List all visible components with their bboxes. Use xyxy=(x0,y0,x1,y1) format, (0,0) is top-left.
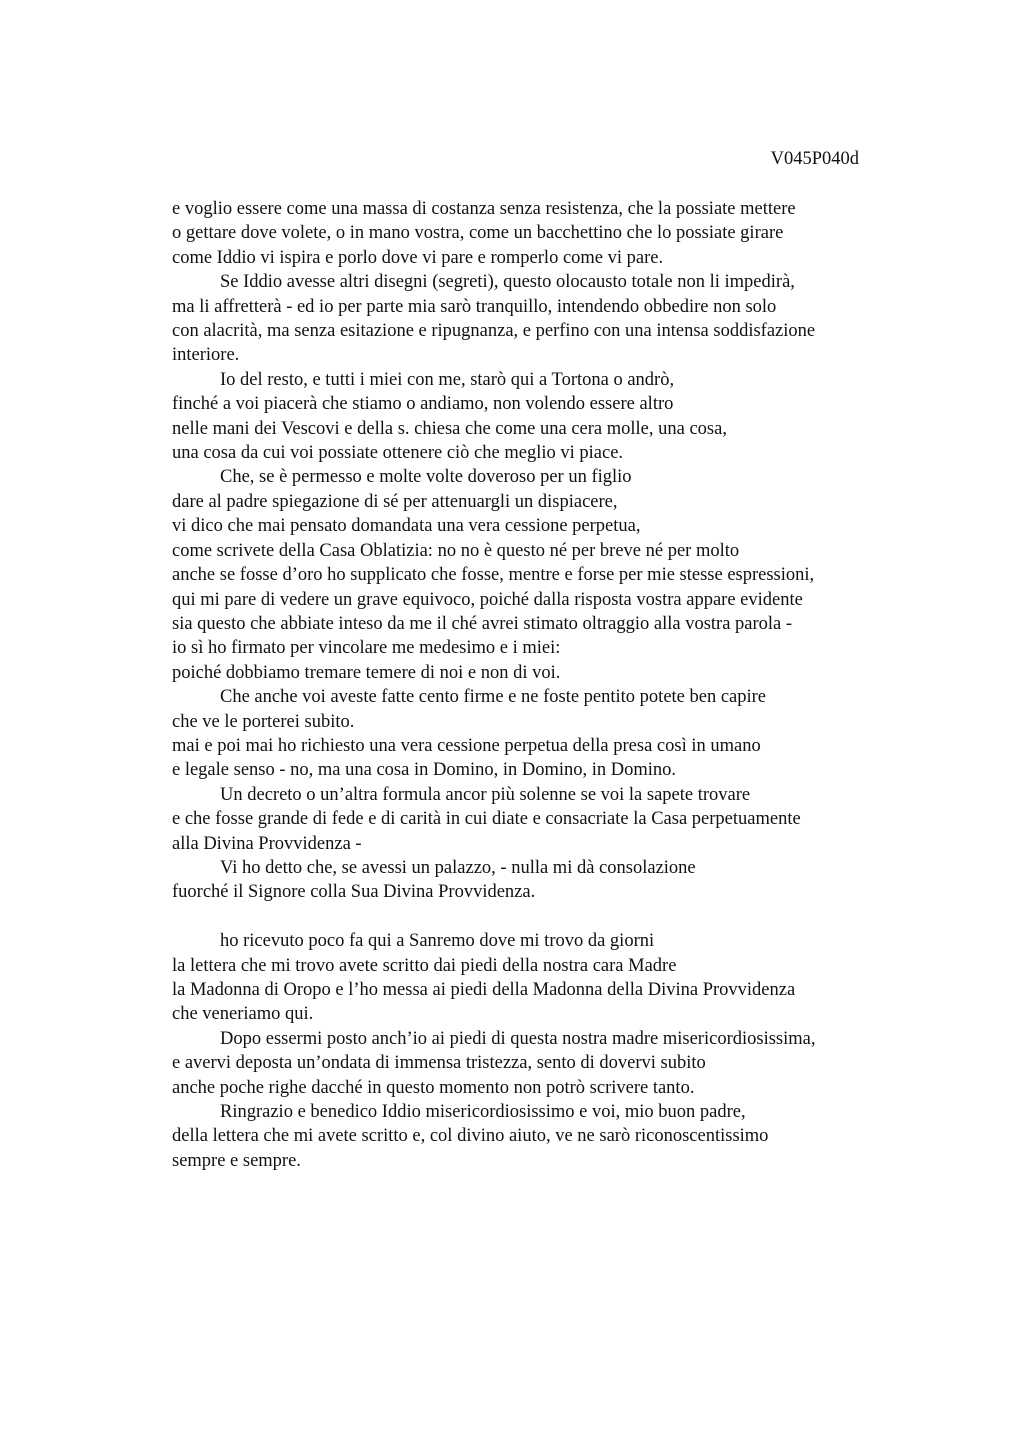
text-line: la lettera che mi trovo avete scritto dai piedi della nostra cara Madre xyxy=(172,955,677,976)
text-line: della lettera che mi avete scritto e, col divino aiuto, ve ne sarò riconoscentissimo xyxy=(172,1126,769,1147)
text-line: la Madonna di Oropo e l’ho messa ai piedi della Madonna della Divina Provvidenza xyxy=(172,979,796,1000)
text-line: Vi ho detto che, se avessi un palazzo, - nulla mi dà consolazione xyxy=(220,857,696,878)
text-line: alla Divina Provvidenza - xyxy=(172,833,362,854)
text-line: Se Iddio avesse altri disegni (segreti), questo olocausto totale non li impedirà, xyxy=(220,272,795,293)
text-line: che ve le porterei subito. xyxy=(172,711,355,732)
text-line: una cosa da cui voi possiate ottenere ciò che meglio vi piace. xyxy=(172,443,624,464)
text-line: sempre e sempre. xyxy=(172,1150,301,1171)
text-line: sia questo che abbiate inteso da me il ché avrei stimato oltraggio alla vostra parola - xyxy=(172,613,793,634)
text-line: come scrivete della Casa Oblatizia: no no è questo né per breve né per molto xyxy=(172,540,740,561)
text-line: Che, se è permesso e molte volte doveroso per un figlio xyxy=(220,467,632,488)
text-line: anche poche righe dacché in questo momento non potrò scrivere tanto. xyxy=(172,1077,695,1098)
text-line: fuorché il Signore colla Sua Divina Provvidenza. xyxy=(172,882,536,903)
text-line: e avervi deposta un’ondata di immensa tristezza, sento di dovervi subito xyxy=(172,1053,706,1074)
text-line: mai e poi mai ho richiesto una vera cessione perpetua della presa così in umano xyxy=(172,735,761,756)
text-line: dare al padre spiegazione di sé per attenuargli un dispiacere, xyxy=(172,491,618,512)
text-line: e che fosse grande di fede e di carità in cui diate e consacriate la Casa perpetuamente xyxy=(172,809,801,830)
text-line: nelle mani dei Vescovi e della s. chiesa che come una cera molle, una cosa, xyxy=(172,418,727,439)
text-line: anche se fosse d’oro ho supplicato che fosse, mentre e forse per mie stesse espressioni, xyxy=(172,565,815,586)
text-line: Io del resto, e tutti i miei con me, starò qui a Tortona o andrò, xyxy=(220,369,675,390)
text-line: ho ricevuto poco fa qui a Sanremo dove mi trovo da giorni xyxy=(220,931,655,952)
text-line: io sì ho firmato per vincolare me medesimo e i miei: xyxy=(172,638,561,659)
page-identifier: V045P040d xyxy=(770,149,859,169)
text-line: ma li affretterà - ed io per parte mia sarò tranquillo, intendendo obbedire non solo xyxy=(172,296,777,317)
blank-line xyxy=(172,905,912,929)
text-line: Dopo essermi posto anch’io ai piedi di questa nostra madre misericordiosissima, xyxy=(220,1028,816,1049)
text-line: che veneriamo qui. xyxy=(172,1004,314,1025)
text-line: interiore. xyxy=(172,345,240,366)
text-line: e legale senso - no, ma una cosa in Domino, in Domino, in Domino. xyxy=(172,760,677,781)
text-line: qui mi pare di vedere un grave equivoco, poiché dalla risposta vostra appare evidente xyxy=(172,589,803,610)
text-line: Che anche voi aveste fatte cento firme e ne foste pentito potete ben capire xyxy=(220,687,767,708)
text-line: vi dico che mai pensato domandata una vera cessione perpetua, xyxy=(172,516,641,537)
text-line: Ringrazio e benedico Iddio misericordiosissimo e voi, mio buon padre, xyxy=(220,1102,746,1123)
text-line: finché a voi piacerà che stiamo o andiamo, non volendo essere altro xyxy=(172,394,674,415)
text-line: e voglio essere come una massa di costanza senza resistenza, che la possiate mettere xyxy=(172,199,796,219)
text-line: o gettare dove volete, o in mano vostra, come un bacchettino che lo possiate girare xyxy=(172,223,784,244)
text-line: con alacrità, ma senza esitazione e ripugnanza, e perfino con una intensa soddisfazione xyxy=(172,321,816,342)
text-line: poiché dobbiamo tremare temere di noi e non di voi. xyxy=(172,662,561,683)
text-line: Un decreto o un’altra formula ancor più solenne se voi la sapete trovare xyxy=(220,784,751,805)
text-line: come Iddio vi ispira e porlo dove vi pare e romperlo come vi pare. xyxy=(172,247,664,268)
letter-body xyxy=(172,197,912,1173)
